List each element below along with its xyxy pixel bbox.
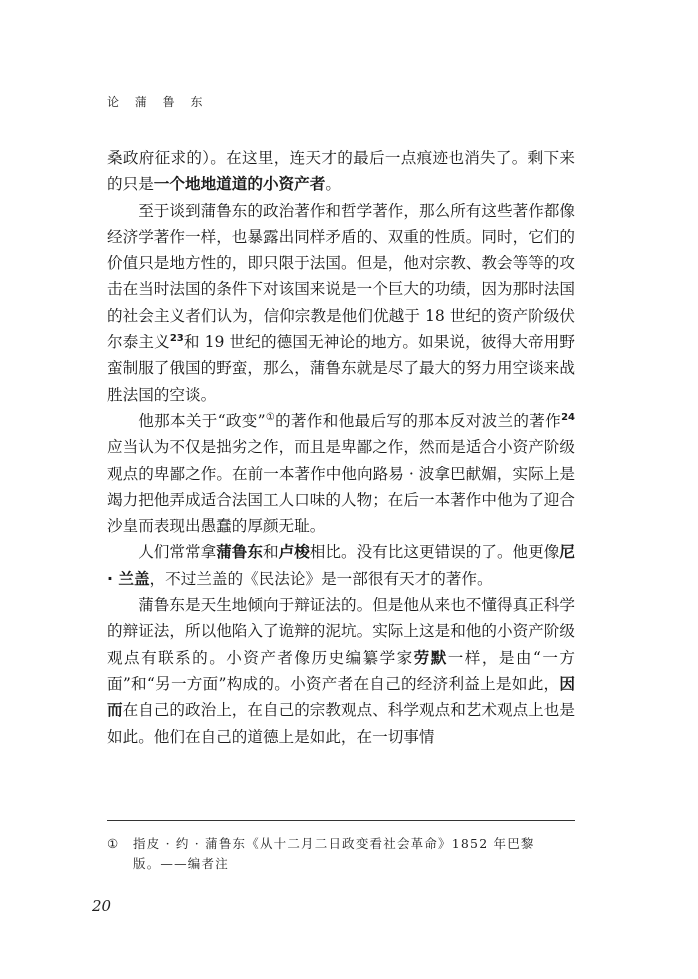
emphasis-raumer: 劳默 bbox=[413, 648, 448, 667]
emphasis-petty-bourgeois: 一个地地道道的小资产者 bbox=[153, 175, 326, 194]
footnote-continuation: 版。——编者注 bbox=[133, 856, 229, 871]
paragraph-3: 他那本关于“政变”①的著作和他最后写的那本反对波兰的著作$^{24}$应当认为不仅是拙劣之作，而且是卑鄙之作，然而是适合小资产阶级观点的卑鄙之作。在前一本著作中他向路易 · 波拿巴献媚，实际上是竭力把他弄成适合法国工人口味的人物；在后一本著作中他为了迎合沙皇而表现出愚蠢的厚颜无耻。 bbox=[107, 411, 575, 536]
running-header-title: 论 蒲 鲁 东 bbox=[107, 95, 209, 109]
emphasis-linguet: 尼 · 兰盖 bbox=[107, 543, 575, 588]
emphasis-proudhon: 蒲鲁东 bbox=[216, 543, 263, 562]
footnote-text: 指皮 · 约 · 蒲鲁东《从十二月二日政变看社会革命》1852 年巴黎 bbox=[133, 836, 535, 851]
page-number: 20 bbox=[92, 897, 112, 915]
emphasis-therefore: 因而 bbox=[107, 674, 575, 720]
footnote-divider bbox=[107, 820, 575, 821]
body-text bbox=[107, 145, 575, 750]
footnote bbox=[107, 834, 575, 874]
endnote-ref-23[interactable]: 23 bbox=[169, 332, 184, 344]
paragraph-4: 人们常常拿蒲鲁东和卢梭相比。没有比这更错误的了。他更像尼 · 兰盖，不过兰盖的《民法论》是一部很有天才的著作。 bbox=[107, 543, 575, 588]
paragraph-2: 至于谈到蒲鲁东的政治著作和哲学著作，那么所有这些著作都像经济学著作一样，也暴露出同样矛盾的、双重的性质。同时，它们的价值只是地方性的，即只限于法国。但是，他对宗教、教会等等的攻击在当时法国的条件下对该国来说是一个巨大的功绩，因为那时法国的社会主义者们认为，信仰宗教是他们优越于 18 世纪的资产阶级伏尔泰主义$^{23}$和 19 世纪的德国无神论的地方。如果说，彼得大帝用野蛮制服了俄国的野蛮，那么，蒲鲁东就是尽了最大的努力用空谈来战胜法国的空谈。 bbox=[107, 201, 575, 404]
paragraph-5: 蒲鲁东是天生地倾向于辩证法的。但是他从来也不懂得真正科学的辩证法，所以他陷入了诡辩的泥坑。实际上这是和他的小资产阶级观点有联系的。小资产者像历史编纂学家劳默一样，是由“一方面”和“另一方面”构成的。小资产者在自己的经济利益上是如此，因而在自己的政治上，在自己的宗教观点、科学观点和艺术观点上也是如此。他们在自己的道德上是如此，在一切事情 bbox=[107, 596, 575, 746]
paragraph-1: 桑政府征求的）。在这里，连天才的最后一点痕迹也消失了。剩下来的只是一个地地道道的小资产者。 bbox=[107, 149, 575, 194]
emphasis-rousseau: 卢梭 bbox=[278, 543, 310, 562]
footnote-ref-1[interactable]: ① bbox=[265, 411, 276, 423]
footnote-line bbox=[107, 834, 575, 854]
endnote-ref-24[interactable]: 24 bbox=[561, 411, 575, 423]
footnote-mark: ① bbox=[107, 836, 119, 851]
